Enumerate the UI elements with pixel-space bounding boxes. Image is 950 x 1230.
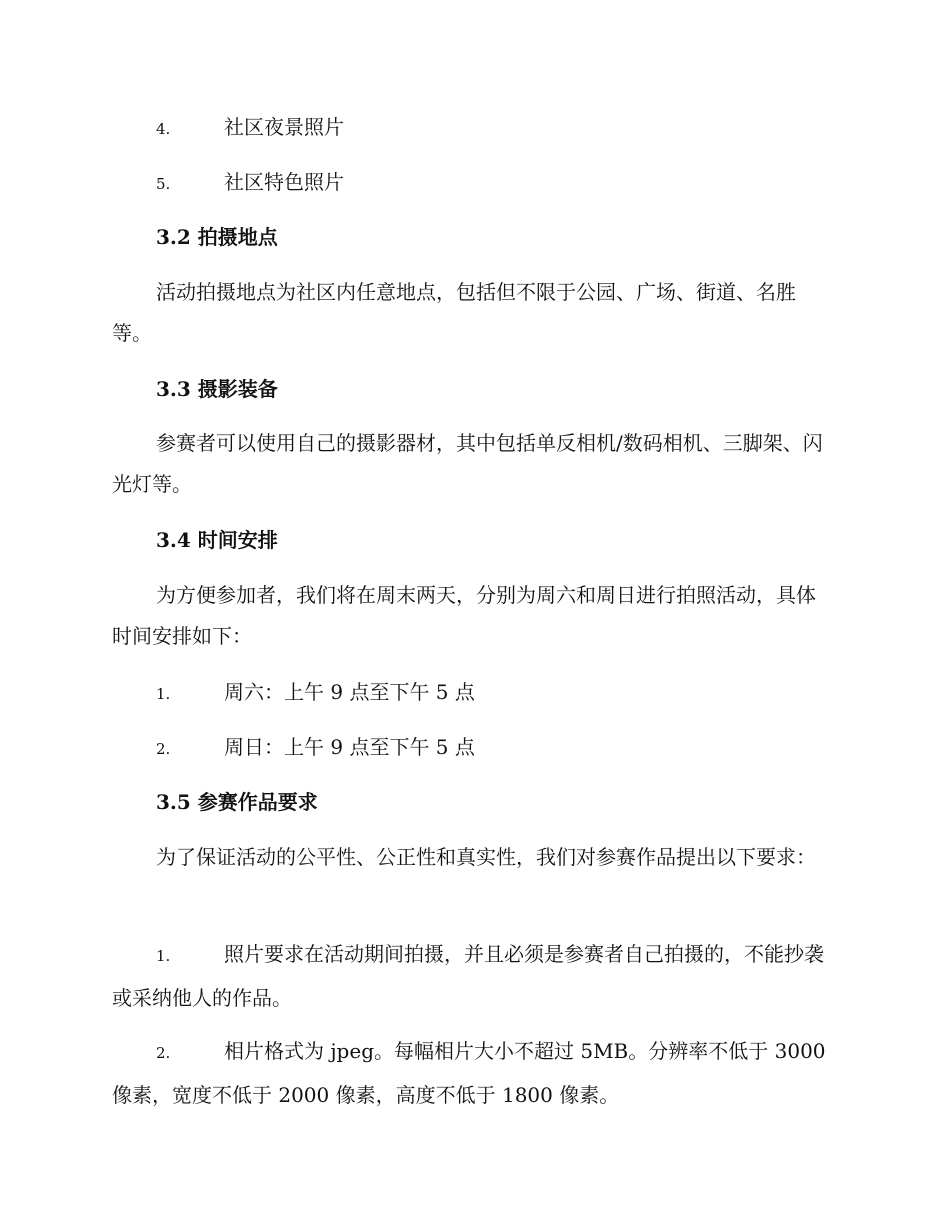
section-body-schedule: 为方便参加者，我们将在周末两天，分别为周六和周日进行拍照活动，具体时间安排如下： [112,583,816,648]
section-heading-location: 3.2 拍摄地点 [156,225,278,249]
list-item [112,1030,832,1116]
section-body-equipment: 参赛者可以使用自己的摄影器材，其中包括单反相机/数码相机、三脚架、闪光灯等。 [112,431,823,496]
list-text: 周日：上午 9 点至下午 5 点 [224,735,475,759]
list-number: 1. [156,685,171,703]
list-text: 社区夜景照片 [224,115,344,139]
list-number: 4. [156,120,171,138]
section-heading-schedule: 3.4 时间安排 [156,528,278,552]
list-number: 2. [156,1044,171,1062]
list-item [156,107,836,150]
list-number: 5. [156,175,171,193]
section-heading-requirements: 3.5 参赛作品要求 [156,790,318,814]
list-text: 社区特色照片 [224,170,344,194]
section-body-location: 活动拍摄地点为社区内任意地点，包括但不限于公园、广场、街道、名胜等。 [112,280,796,345]
list-item [156,727,836,770]
section-body-requirements: 为了保证活动的公平性、公正性和真实性，我们对参赛作品提出以下要求： [156,845,816,869]
list-text: 周六：上午 9 点至下午 5 点 [224,680,475,704]
list-number: 1. [156,947,171,965]
list-text: 照片要求在活动期间拍摄，并且必须是参赛者自己拍摄的，不能抄袭或采纳他人的作品。 [112,942,824,1010]
list-item [156,672,836,715]
section-heading-equipment: 3.3 摄影装备 [156,377,278,401]
list-text: 相片格式为 jpeg。每幅相片大小不超过 5MB。分辨率不低于 3000 像素，宽度不低于 2000 像素，高度不低于 1800 像素。 [112,1039,826,1107]
list-item [112,933,832,1019]
list-number: 2. [156,740,171,758]
list-item [156,162,836,205]
